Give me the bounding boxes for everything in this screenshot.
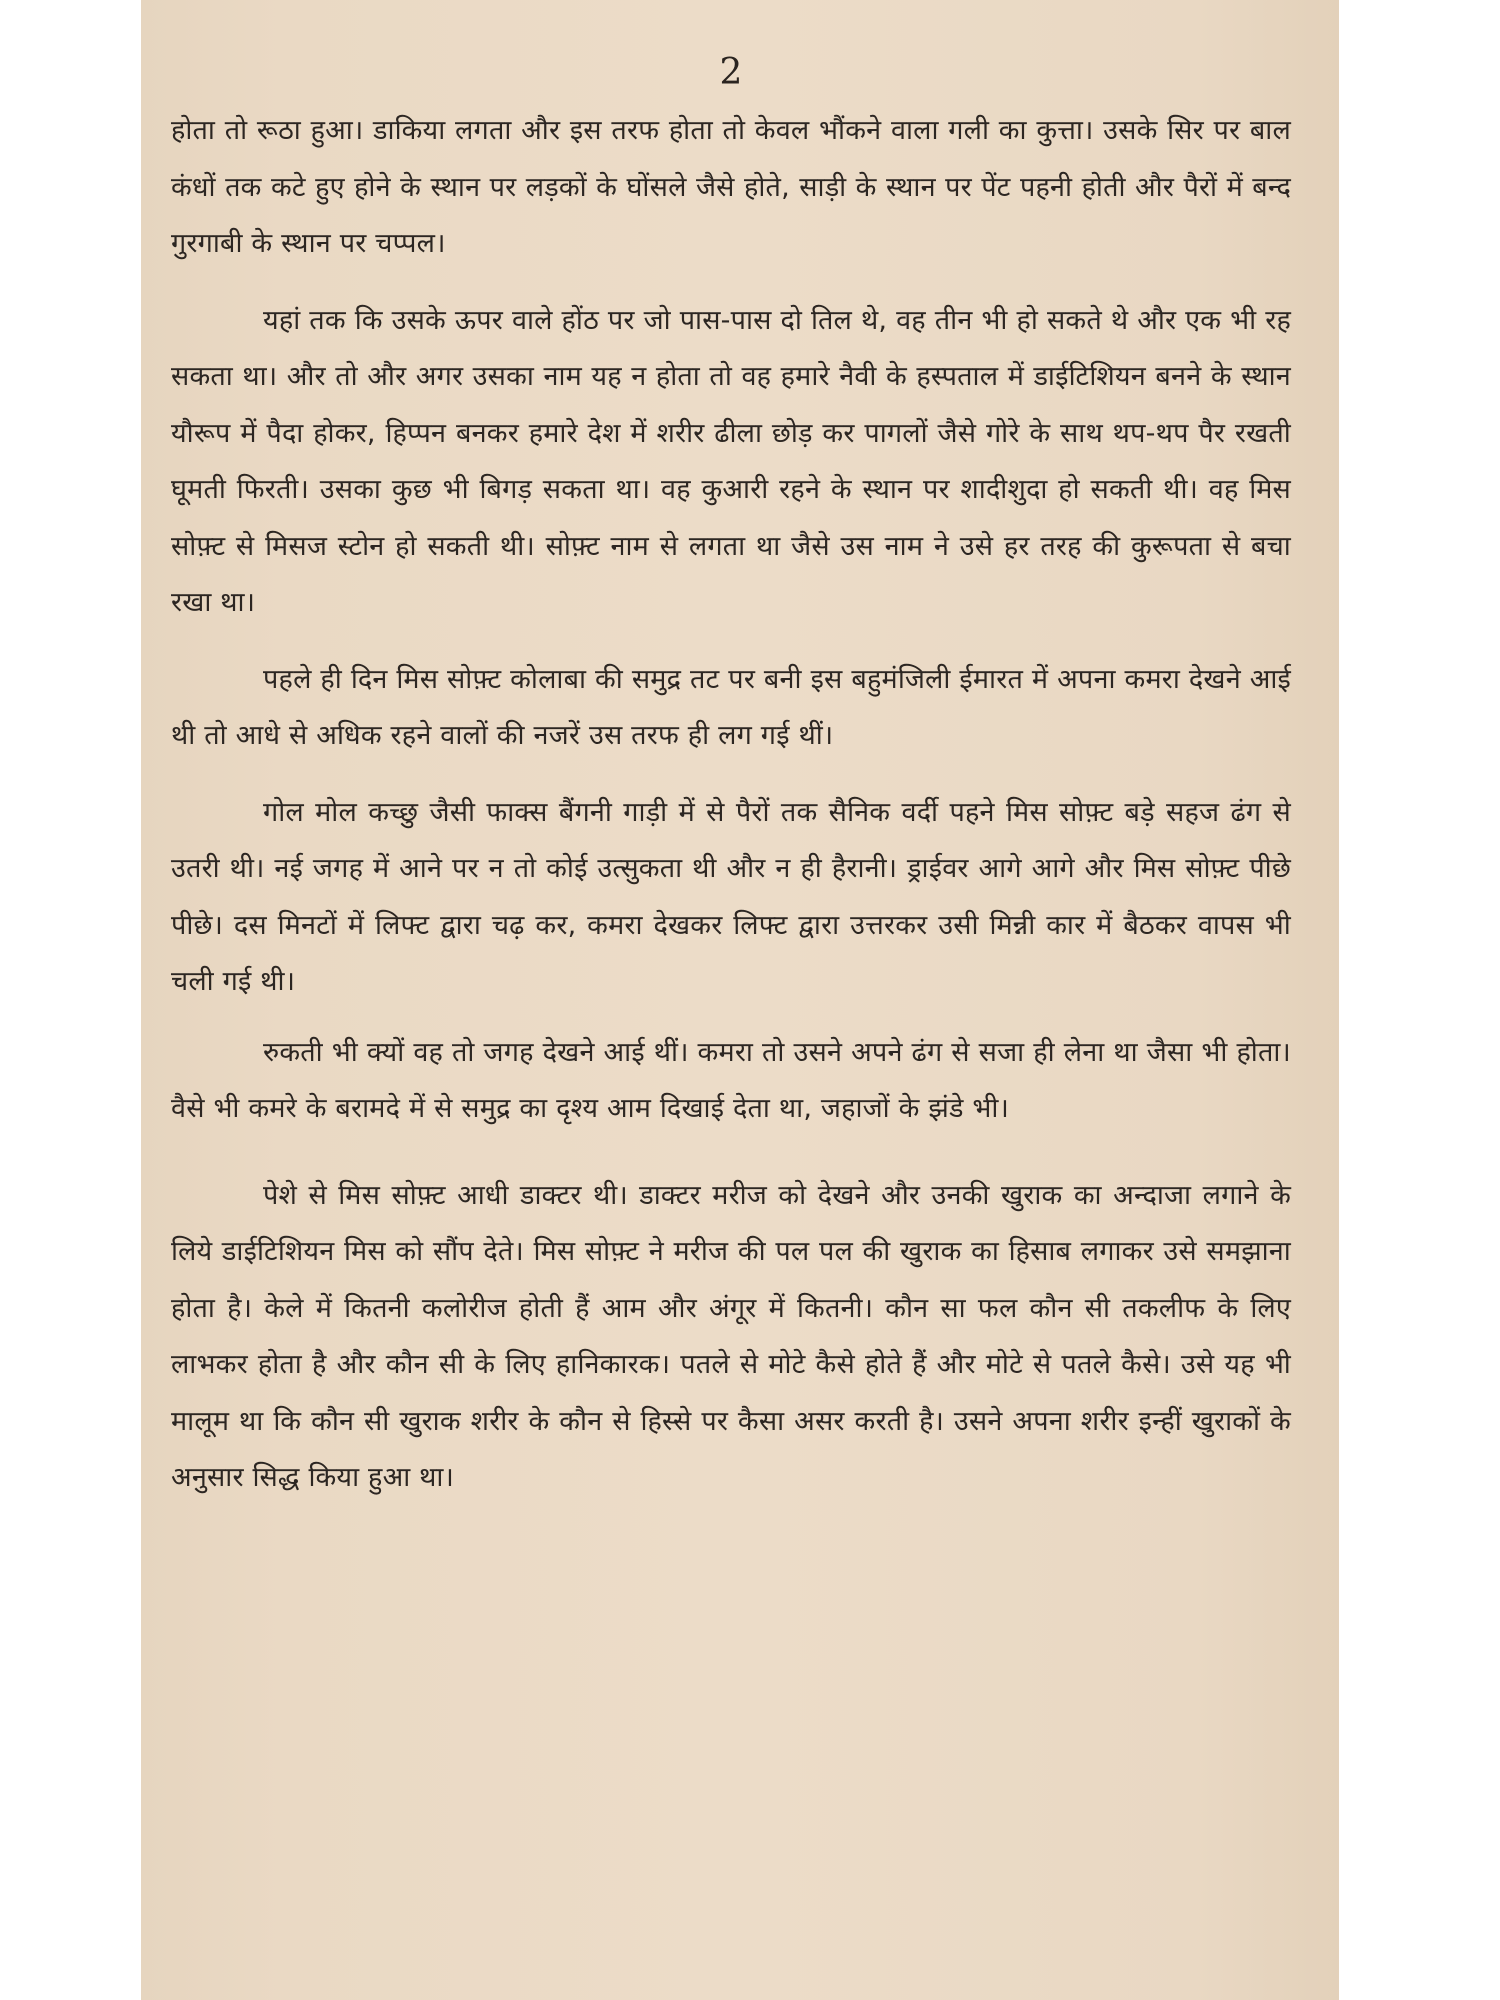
paragraph-6: पेशे से मिस सोफ़्ट आधी डाक्टर थी। डाक्टर मरीज को देखने और उनकी खुराक का अन्दाजा लगाने के लिये डाईटिशियन मिस को सौंप देते। मिस सोफ़्ट ने मरीज की पल पल की खुराक का हिसाब लगाकर उसे समझाना होता है। केले में कितनी कलोरीज होती हैं आम और अंगूर में कितनी। कौन सा फल कौन सी तकलीफ के लिए लाभकर होता है और कौन सी के लिए हानिकारक। पतले से मोटे कैसे होते हैं और मोटे से पतले कैसे। उसे यह भी मालूम था कि कौन सी खुराक शरीर के कौन से हिस्से पर कैसा असर करती है। उसने अपना शरीर इन्हीं खुराकों के अनुसार सिद्ध किया हुआ था। <box>171 1179 1291 1493</box>
page-number: 2 <box>719 52 743 93</box>
paragraph-3: पहले ही दिन मिस सोफ़्ट कोलाबा की समुद्र तट पर बनी इस बहुमंजिली ईमारत में अपना कमरा देखने आई थी तो आधे से अधिक रहने वालों की नजरें उस तरफ ही लग गई थीं। <box>171 663 1291 751</box>
paragraph-1: होता तो रूठा हुआ। डाकिया लगता और इस तरफ होता तो केवल भौंकने वाला गली का कुत्ता। उसके सिर पर बाल कंधों तक कटे हुए होने के स्थान पर लड़कों के घोंसले जैसे होते, साड़ी के स्थान पर पेंट पहनी होती और पैरों में बन्द गुरगाबी के स्थान पर चप्पल। <box>171 115 1291 259</box>
paragraph-5: रुकती भी क्यों वह तो जगह देखने आई थीं। कमरा तो उसने अपने ढंग से सजा ही लेना था जैसा भी होता। वैसे भी कमरे के बरामदे में से समुद्र का दृश्य आम दिखाई देता था, जहाजों के झंडे भी। <box>171 1036 1291 1124</box>
book-page <box>141 0 1339 2000</box>
paragraph-4: गोल मोल कच्छु जैसी फाक्स बैंगनी गाड़ी में से पैरों तक सैनिक वर्दी पहने मिस सोफ़्ट बड़े सहज ढंग से उतरी थी। नई जगह में आने पर न तो कोई उत्सुकता थी और न ही हैरानी। ड्राईवर आगे आगे और मिस सोफ़्ट पीछे पीछे। दस मिनटों में लिफ्ट द्वारा चढ़ कर, कमरा देखकर लिफ्ट द्वारा उत्तरकर उसी मिन्नी कार में बैठकर वापस भी चली गई थी। <box>171 796 1291 997</box>
paragraph-2: यहां तक कि उसके ऊपर वाले होंठ पर जो पास-पास दो तिल थे, वह तीन भी हो सकते थे और एक भी रह सकता था। और तो और अगर उसका नाम यह न होता तो वह हमारे नैवी के हस्पताल में डाईटिशियन बनने के स्थान यौरूप में पैदा होकर, हिप्पन बनकर हमारे देश में शरीर ढीला छोड़ कर पागलों जैसे गोरे के साथ थप-थप पैर रखती घूमती फिरती। उसका कुछ भी बिगड़ सकता था। वह कुआरी रहने के स्थान पर शादीशुदा हो सकती थी। वह मिस सोफ़्ट से मिसज स्टोन हो सकती थी। सोफ़्ट नाम से लगता था जैसे उस नाम ने उसे हर तरह की कुरूपता से बचा रखा था। <box>171 304 1291 618</box>
